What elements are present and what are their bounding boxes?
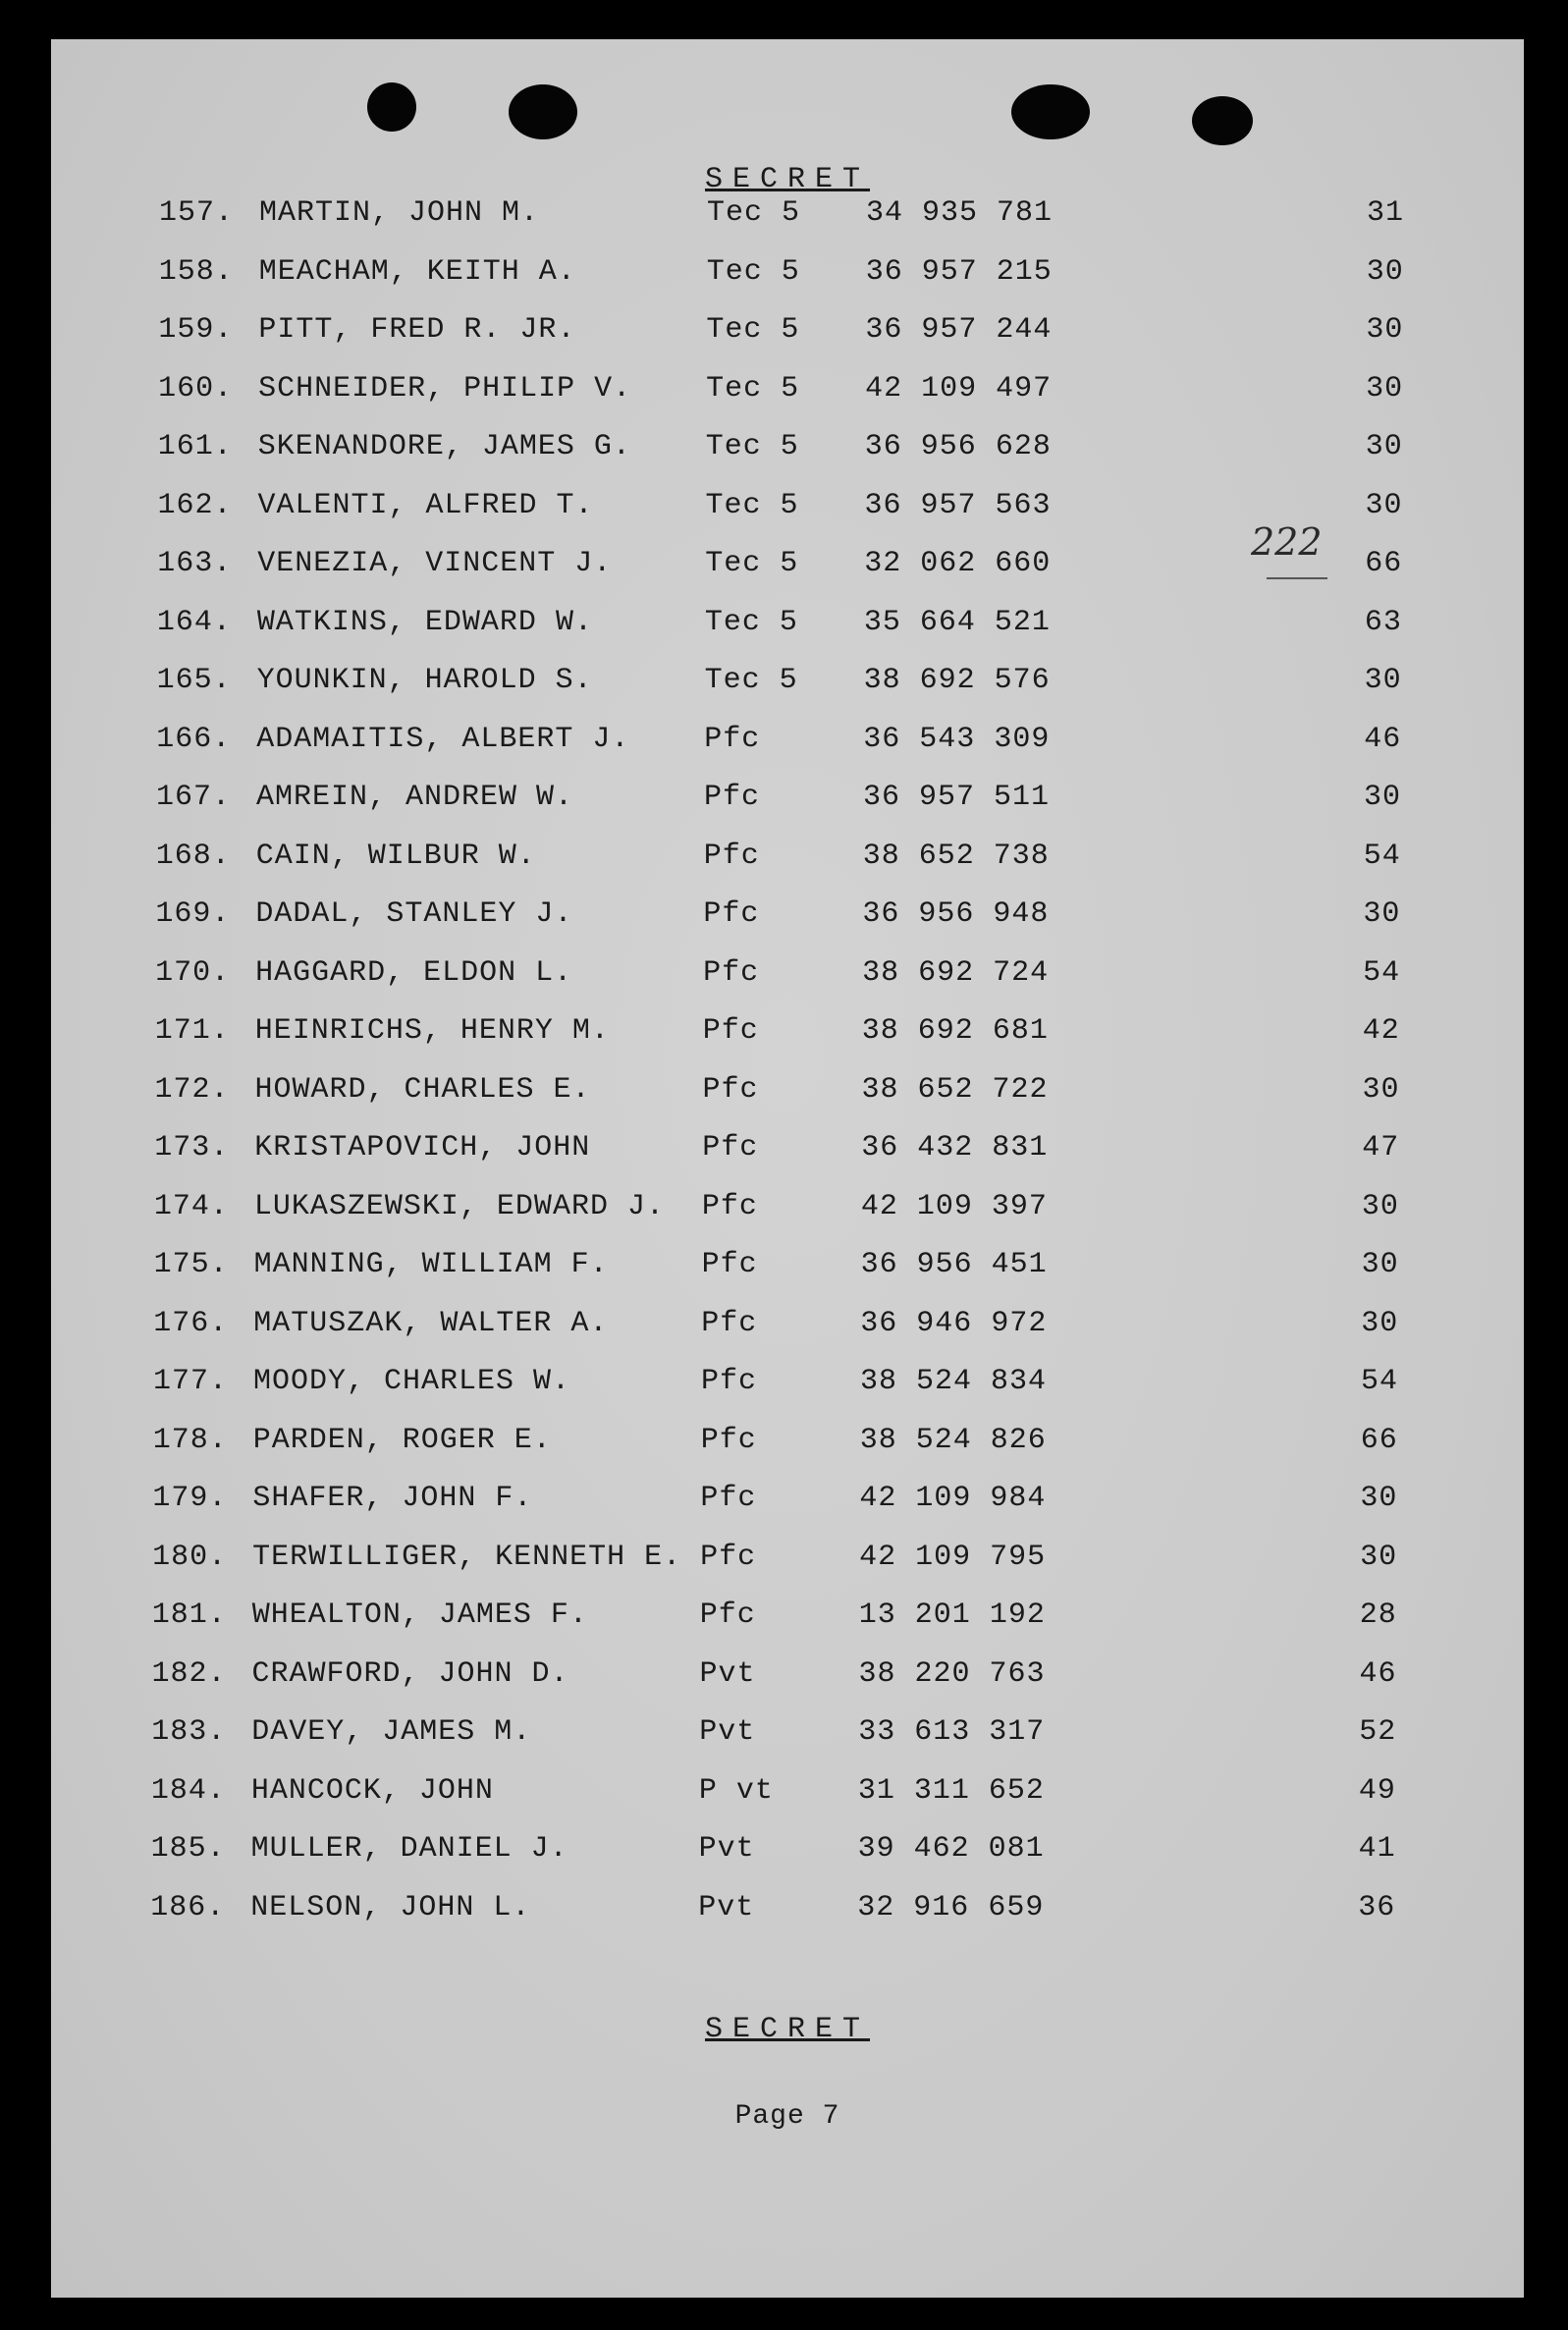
score-value: 30 bbox=[1365, 430, 1403, 463]
soldier-name: MARTIN, JOHN M. bbox=[259, 196, 540, 230]
soldier-rank: Tec 5 bbox=[706, 313, 800, 347]
soldier-rank: Pvt bbox=[698, 1832, 755, 1866]
serial-number: 36 956 451 bbox=[860, 1248, 1048, 1281]
score-value: 66 bbox=[1360, 1423, 1398, 1457]
serial-number: 42 109 795 bbox=[859, 1540, 1047, 1574]
soldier-rank: Tec 5 bbox=[705, 430, 799, 463]
score-value: 30 bbox=[1364, 781, 1402, 814]
score-value: 30 bbox=[1366, 254, 1404, 289]
soldier-rank: Pvt bbox=[698, 1890, 755, 1924]
serial-number: 33 613 317 bbox=[858, 1715, 1046, 1749]
roster-number: 169. bbox=[155, 897, 231, 931]
serial-number: 42 109 984 bbox=[859, 1482, 1047, 1515]
score-value: 36 bbox=[1358, 1890, 1396, 1924]
document-page bbox=[51, 39, 1524, 2298]
soldier-name: VENEZIA, VINCENT J. bbox=[257, 547, 613, 580]
score-value: 63 bbox=[1364, 605, 1402, 639]
soldier-name: DAVEY, JAMES M. bbox=[251, 1715, 532, 1749]
score-value: 30 bbox=[1365, 488, 1403, 522]
soldier-rank: Pfc bbox=[700, 1482, 757, 1515]
soldier-name: LUKASZEWSKI, EDWARD J. bbox=[253, 1189, 665, 1223]
roster-number: 165. bbox=[156, 664, 232, 697]
soldier-rank: Tec 5 bbox=[704, 664, 798, 697]
serial-number: 36 956 628 bbox=[864, 430, 1052, 463]
soldier-name: HANCOCK, JOHN bbox=[250, 1773, 494, 1808]
soldier-rank: Pvt bbox=[699, 1715, 756, 1749]
soldier-rank: Pfc bbox=[702, 1014, 759, 1048]
soldier-rank: Pfc bbox=[701, 1365, 758, 1398]
roster-number: 158. bbox=[158, 254, 234, 289]
roster-number: 174. bbox=[153, 1189, 229, 1223]
soldier-name: DADAL, STANLEY J. bbox=[255, 897, 573, 931]
serial-number: 38 524 834 bbox=[860, 1365, 1048, 1398]
serial-number: 32 062 660 bbox=[864, 547, 1052, 580]
punch-hole-1 bbox=[367, 82, 416, 132]
score-value: 47 bbox=[1362, 1131, 1400, 1165]
serial-number: 38 652 738 bbox=[862, 839, 1050, 873]
roster-number: 161. bbox=[157, 430, 233, 463]
soldier-rank: Tec 5 bbox=[705, 547, 799, 580]
soldier-rank: Pfc bbox=[704, 781, 761, 814]
soldier-rank: Tec 5 bbox=[704, 605, 798, 639]
roster-number: 178. bbox=[152, 1423, 228, 1457]
score-value: 42 bbox=[1362, 1014, 1400, 1048]
soldier-name: MOODY, CHARLES W. bbox=[253, 1365, 571, 1398]
soldier-name: KRISTAPOVICH, JOHN bbox=[254, 1131, 591, 1165]
roster-number: 181. bbox=[151, 1598, 227, 1632]
serial-number: 36 432 831 bbox=[861, 1131, 1049, 1165]
soldier-name: CAIN, WILBUR W. bbox=[255, 839, 536, 873]
roster-number: 159. bbox=[158, 313, 234, 347]
soldier-name: HAGGARD, ELDON L. bbox=[255, 955, 573, 990]
score-value: 30 bbox=[1366, 313, 1404, 347]
soldier-rank: Pvt bbox=[699, 1656, 756, 1691]
roster-number: 170. bbox=[155, 955, 231, 990]
soldier-name: MANNING, WILLIAM F. bbox=[253, 1248, 609, 1281]
score-value: 54 bbox=[1363, 839, 1401, 873]
punch-hole-4 bbox=[1192, 96, 1253, 145]
serial-number: 36 543 309 bbox=[863, 722, 1051, 756]
roster-number: 167. bbox=[156, 781, 232, 814]
roster-number: 184. bbox=[150, 1773, 226, 1808]
roster-number: 172. bbox=[154, 1072, 230, 1107]
serial-number: 36 957 244 bbox=[865, 313, 1053, 347]
score-value: 30 bbox=[1360, 1482, 1398, 1515]
roster-number: 180. bbox=[152, 1540, 228, 1574]
serial-number: 42 109 397 bbox=[860, 1189, 1048, 1223]
soldier-rank: Tec 5 bbox=[705, 488, 799, 522]
soldier-rank: Pfc bbox=[701, 1189, 758, 1223]
punch-hole-3 bbox=[1011, 84, 1090, 139]
score-value: 31 bbox=[1367, 196, 1405, 230]
soldier-name: YOUNKIN, HAROLD S. bbox=[256, 664, 593, 697]
serial-number: 38 692 724 bbox=[862, 955, 1050, 990]
page-number: Page 7 bbox=[734, 2101, 840, 2132]
roster-number: 166. bbox=[156, 722, 232, 756]
roster-number: 176. bbox=[153, 1306, 229, 1340]
roster-number: 179. bbox=[152, 1482, 228, 1515]
score-value: 30 bbox=[1366, 371, 1404, 406]
soldier-name: WHEALTON, JAMES F. bbox=[251, 1598, 588, 1632]
serial-number: 42 109 497 bbox=[865, 371, 1053, 406]
margin-handwritten-note: 222 bbox=[1251, 520, 1323, 564]
roster-number: 173. bbox=[154, 1131, 230, 1165]
score-value: 30 bbox=[1361, 1306, 1399, 1340]
soldier-rank: Tec 5 bbox=[706, 254, 800, 289]
soldier-name: NELSON, JOHN L. bbox=[250, 1890, 531, 1924]
footer-classification: SECRET bbox=[704, 2013, 871, 2046]
soldier-name: WATKINS, EDWARD W. bbox=[256, 605, 593, 639]
serial-number: 38 692 576 bbox=[863, 664, 1051, 697]
score-value: 30 bbox=[1362, 1072, 1400, 1107]
soldier-name: TERWILLIGER, KENNETH E. bbox=[252, 1540, 682, 1574]
soldier-rank: Pfc bbox=[701, 1248, 758, 1281]
roster-number: 182. bbox=[151, 1656, 227, 1691]
serial-number: 36 957 511 bbox=[863, 781, 1051, 814]
roster-number: 177. bbox=[153, 1365, 229, 1398]
soldier-name: MULLER, DANIEL J. bbox=[250, 1832, 568, 1866]
score-value: 30 bbox=[1364, 664, 1402, 697]
soldier-name: PITT, FRED R. JR. bbox=[258, 313, 576, 347]
serial-number: 34 935 781 bbox=[866, 196, 1054, 230]
soldier-name: ADAMAITIS, ALBERT J. bbox=[256, 722, 630, 756]
roster-number: 186. bbox=[150, 1890, 226, 1924]
score-value: 54 bbox=[1361, 1365, 1399, 1398]
score-value: 30 bbox=[1363, 897, 1401, 931]
serial-number: 38 652 722 bbox=[861, 1072, 1049, 1107]
soldier-rank: Pfc bbox=[704, 722, 761, 756]
soldier-name: MEACHAM, KEITH A. bbox=[258, 254, 576, 289]
roster-number: 175. bbox=[153, 1248, 229, 1281]
serial-number: 38 692 681 bbox=[861, 1014, 1049, 1048]
roster-number: 164. bbox=[156, 605, 232, 639]
score-value: 66 bbox=[1365, 547, 1403, 580]
serial-number: 38 220 763 bbox=[858, 1656, 1046, 1691]
score-value: 30 bbox=[1360, 1540, 1398, 1574]
serial-number: 36 957 563 bbox=[864, 488, 1052, 522]
soldier-rank: Pfc bbox=[703, 897, 760, 931]
soldier-name: AMREIN, ANDREW W. bbox=[256, 781, 574, 814]
soldier-name: HOWARD, CHARLES E. bbox=[254, 1072, 591, 1107]
score-value: 28 bbox=[1359, 1598, 1397, 1632]
soldier-rank: P vt bbox=[698, 1773, 774, 1808]
score-value: 54 bbox=[1363, 955, 1401, 990]
roster-number: 185. bbox=[150, 1832, 226, 1866]
soldier-name: SCHNEIDER, PHILIP V. bbox=[258, 371, 632, 406]
soldier-rank: Pfc bbox=[701, 1306, 758, 1340]
serial-number: 36 946 972 bbox=[860, 1306, 1048, 1340]
serial-number: 32 916 659 bbox=[857, 1890, 1045, 1924]
soldier-rank: Pfc bbox=[703, 955, 760, 990]
soldier-name: VALENTI, ALFRED T. bbox=[257, 488, 594, 522]
punch-hole-2 bbox=[509, 84, 577, 139]
serial-number: 36 957 215 bbox=[865, 254, 1053, 289]
serial-number: 39 462 081 bbox=[857, 1832, 1045, 1866]
score-value: 30 bbox=[1361, 1248, 1399, 1281]
soldier-name: SKENANDORE, JAMES G. bbox=[257, 430, 631, 463]
roster-number: 168. bbox=[155, 839, 231, 873]
serial-number: 35 664 521 bbox=[863, 605, 1051, 639]
soldier-name: HEINRICHS, HENRY M. bbox=[254, 1014, 610, 1048]
soldier-name: MATUSZAK, WALTER A. bbox=[253, 1306, 609, 1340]
soldier-rank: Pfc bbox=[703, 839, 760, 873]
soldier-rank: Pfc bbox=[702, 1072, 759, 1107]
soldier-name: CRAWFORD, JOHN D. bbox=[251, 1656, 569, 1691]
soldier-rank: Pfc bbox=[699, 1598, 756, 1632]
margin-note-underline bbox=[1267, 577, 1327, 579]
soldier-rank: Tec 5 bbox=[706, 371, 800, 406]
score-value: 30 bbox=[1361, 1189, 1399, 1223]
header-classification: SECRET bbox=[704, 163, 871, 196]
score-value: 41 bbox=[1358, 1832, 1396, 1866]
serial-number: 38 524 826 bbox=[859, 1423, 1047, 1457]
soldier-rank: Tec 5 bbox=[707, 196, 801, 230]
roster-number: 162. bbox=[157, 488, 233, 522]
soldier-rank: Pfc bbox=[702, 1131, 759, 1165]
score-value: 49 bbox=[1358, 1773, 1396, 1808]
score-value: 46 bbox=[1364, 722, 1402, 756]
serial-number: 13 201 192 bbox=[858, 1598, 1046, 1632]
roster-number: 163. bbox=[157, 547, 233, 580]
serial-number: 36 956 948 bbox=[862, 897, 1050, 931]
serial-number: 31 311 652 bbox=[857, 1773, 1045, 1808]
soldier-name: PARDEN, ROGER E. bbox=[252, 1423, 552, 1457]
roster-number: 183. bbox=[151, 1715, 227, 1749]
score-value: 46 bbox=[1359, 1656, 1397, 1691]
soldier-name: SHAFER, JOHN F. bbox=[252, 1482, 533, 1515]
score-value: 52 bbox=[1359, 1715, 1397, 1749]
roster-number: 171. bbox=[154, 1014, 230, 1048]
roster-number: 160. bbox=[158, 371, 234, 406]
soldier-rank: Pfc bbox=[700, 1540, 757, 1574]
soldier-rank: Pfc bbox=[700, 1423, 757, 1457]
roster-number: 157. bbox=[159, 196, 235, 230]
